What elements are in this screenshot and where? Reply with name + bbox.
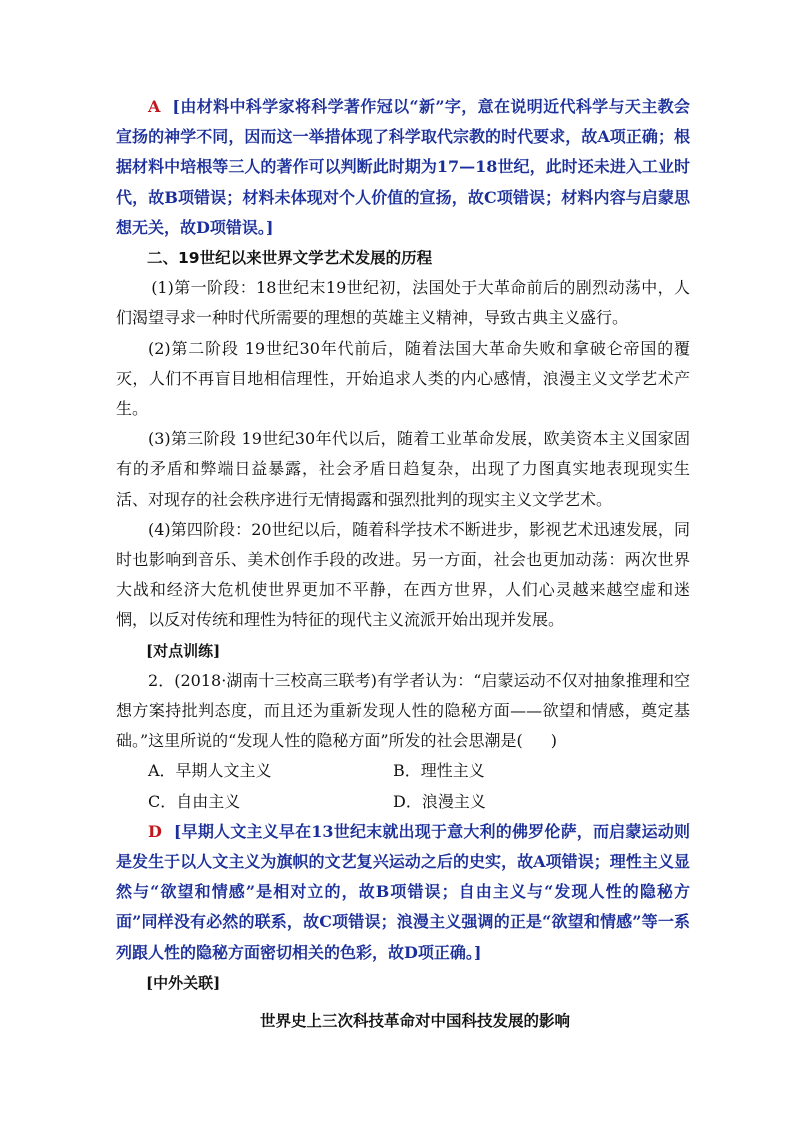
answer-explanation-1 bbox=[116, 92, 690, 243]
answer-letter-1: A bbox=[148, 97, 161, 116]
stage-3: (3)第三阶段 19世纪30年代以后，随着工业革命发展，欧美资本主义国家固有的矛盾和弊端日益暴露，社会矛盾日趋复杂，出现了力图真实地表现现实生活、对现存的社会秩序进行无情揭露和强烈批判的现实主义文学艺术。 bbox=[116, 429, 690, 509]
answer-text-1: [由材料中科学家将科学著作冠以“新”字，意在说明近代科学与天主教会宣扬的神学不同，因而这一举措体现了科学取代宗教的时代要求，故A项正确；根据材料中培根等三人的著作可以判断此时期为17—18世纪，此时还未进入工业时代，故B项错误；材料未体现对个人价值的宣扬，故C项错误；材料内容与启蒙思想无关，故D项错误。] bbox=[116, 97, 690, 237]
option-d[interactable]: D．浪漫主义 bbox=[393, 791, 486, 811]
question-2-text: 2．(2018·湖南十三校高三联考)有学者认为：“启蒙运动不仅对抽象推理和空想方案持批判态度，而且还为重新发现人性的隐秘方面——欲望和情感，奠定基础。”这里所说的“发现人性的隐秘方面”所发的社会思潮是( bbox=[116, 670, 690, 751]
practice-label: [对点训练] bbox=[146, 641, 221, 660]
answer-letter-2: D bbox=[148, 821, 162, 841]
table-title: 世界史上三次科技革命对中国科技发展的影响 bbox=[259, 1012, 570, 1031]
section-heading: 二、19世纪以来世界文学艺术发展的历程 bbox=[147, 249, 433, 268]
link-label: [中外关联] bbox=[146, 973, 221, 992]
stage-1: (1)第一阶段：18世纪末19世纪初，法国处于大革命前后的剧烈动荡中，人们渴望寻求一种时代所需要的理想的英雄主义精神，导致古典主义盛行。 bbox=[116, 278, 690, 328]
option-a[interactable]: A．早期人文主义 bbox=[148, 761, 272, 781]
question-2-close: ) bbox=[550, 731, 558, 751]
answer-explanation-2 bbox=[116, 817, 690, 968]
option-b[interactable]: B．理性主义 bbox=[393, 761, 485, 781]
options-row-2 bbox=[116, 787, 690, 817]
question-2-stem bbox=[116, 666, 690, 757]
stage-2: (2)第二阶段 19世纪30年代前后，随着法国大革命失败和拿破仑帝国的覆灭，人们不再盲目地相信理性，开始追求人类的内心感情，浪漫主义文学艺术产生。 bbox=[116, 338, 690, 419]
answer-text-2: [早期人文主义早在13世纪末就出现于意大利的佛罗伦萨，而启蒙运动则是发生于以人文主义为旗帜的文艺复兴运动之后的史实，故A项错误；理性主义显然与“欲望和情感”是相对立的，故B项错误；自由主义与“发现人性的隐秘方面”同样没有必然的联系，故C项错误；浪漫主义强调的正是“欲望和情感”等一系列跟人性的隐秘方面密切相关的色彩，故D项正确。] bbox=[116, 821, 690, 962]
stage-4: (4)第四阶段：20世纪以后，随着科学技术不断进步，影视艺术迅速发展，同时也影响到音乐、美术创作手段的改进。另一方面，社会也更加动荡：两次世界大战和经济大危机使世界更加不平静，在西方世界，人们心灵越来越空虚和迷惘，以反对传统和理性为特征的现代主义流派开始出现并发展。 bbox=[116, 519, 690, 630]
document-page bbox=[116, 92, 690, 1036]
options-row-1 bbox=[116, 756, 690, 786]
option-c[interactable]: C．自由主义 bbox=[148, 791, 241, 811]
